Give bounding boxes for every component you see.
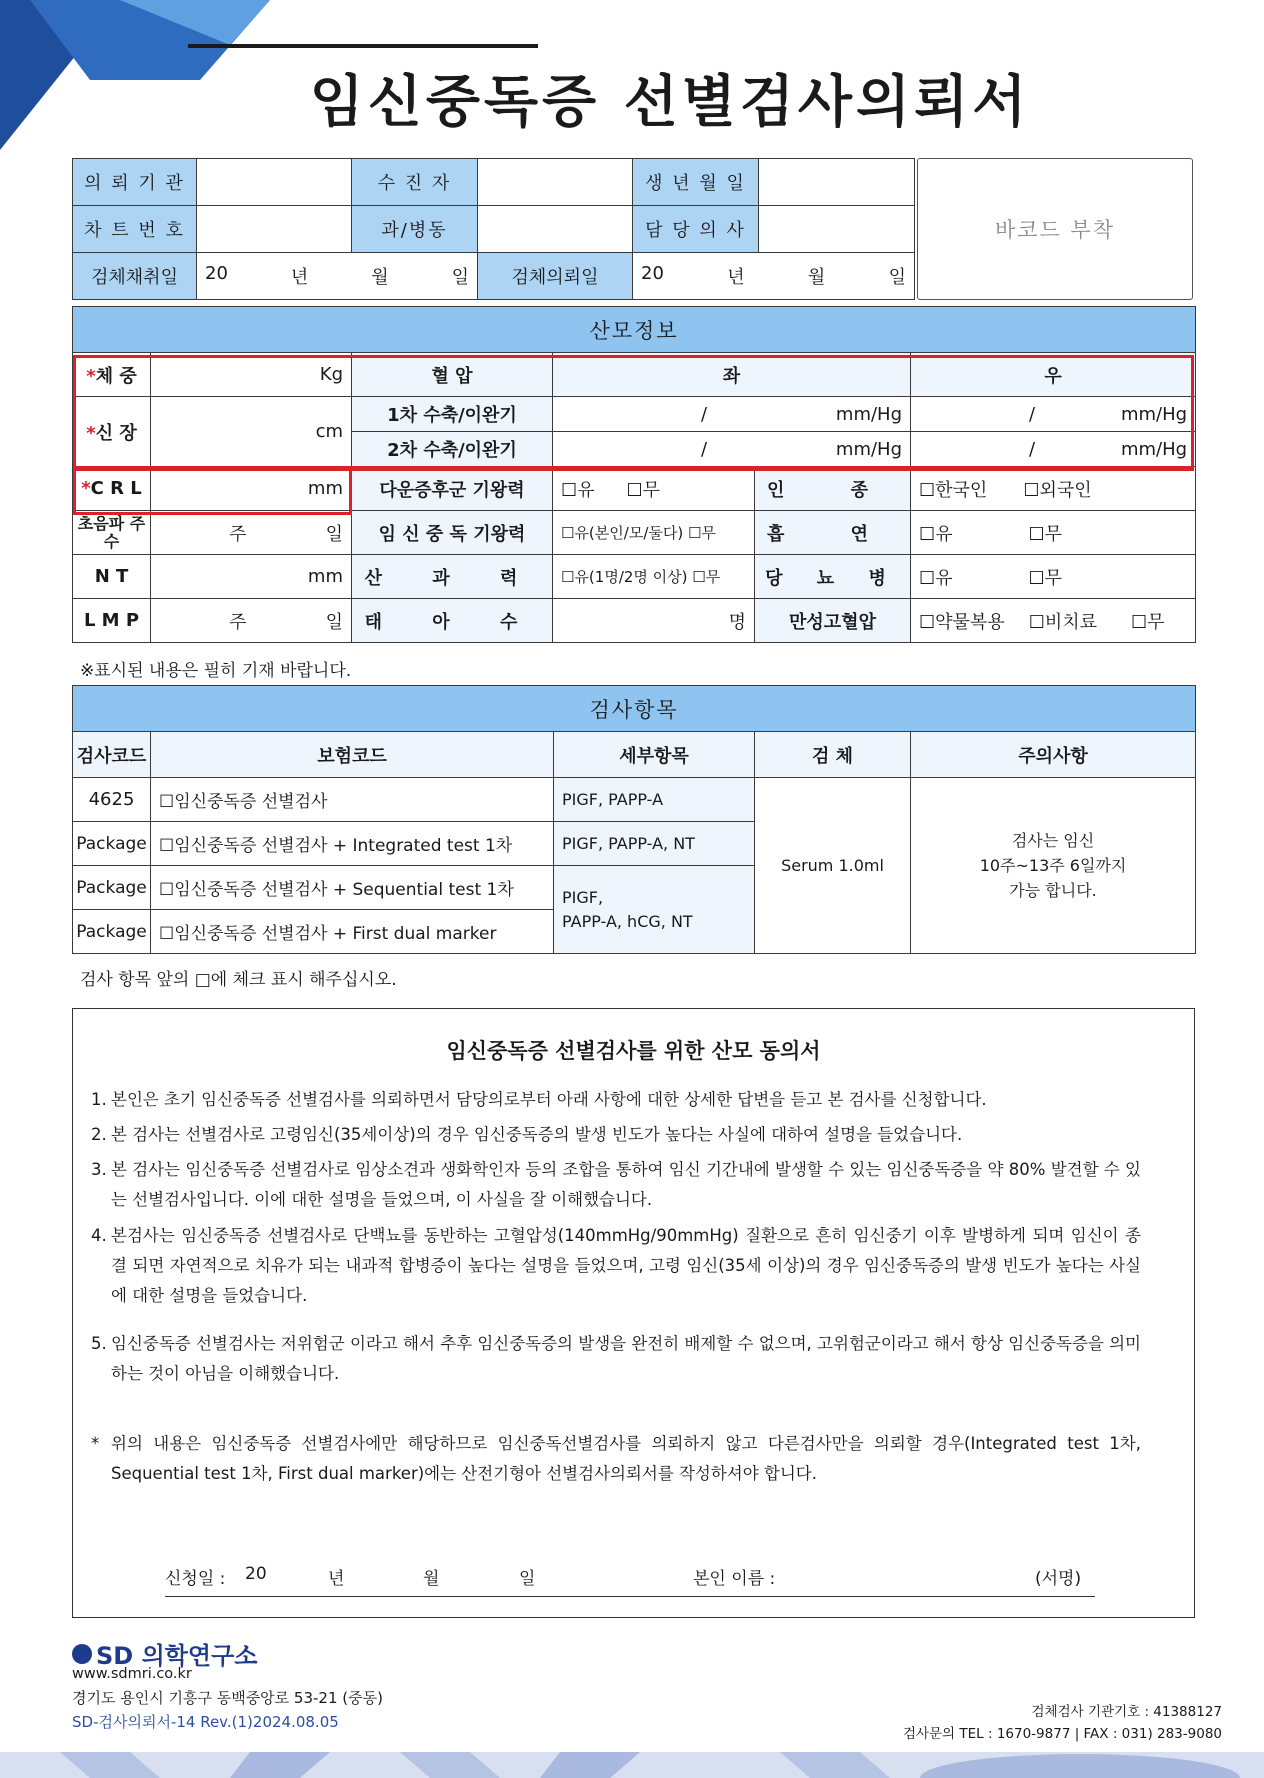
header-insurance-code: 보험코드	[151, 732, 554, 778]
checkbox-no[interactable]: ☐무	[626, 479, 661, 501]
month-unit: 월	[807, 267, 826, 288]
bp2-label: 2차 수축/이완기	[352, 432, 553, 467]
title-bar	[188, 44, 538, 48]
highlight-divider	[350, 468, 1194, 471]
collect-date-field[interactable]	[197, 253, 478, 300]
header-detail: 세부항목	[554, 732, 755, 778]
request-date-field[interactable]	[633, 253, 915, 300]
lmp-label: L M P	[73, 599, 151, 643]
checkbox-medication[interactable]: ☐약물복용	[919, 611, 1005, 633]
patient-field[interactable]	[478, 159, 633, 206]
fetus-field[interactable]: 명	[553, 599, 755, 643]
parity-label: 산 과 력	[352, 555, 553, 599]
checkbox-foreign[interactable]: ☐외국인	[1023, 479, 1092, 501]
required-note: ※표시된 내용은 필히 기재 바랍니다.	[80, 661, 352, 681]
logo-text: SD 의학연구소	[96, 1642, 258, 1670]
address: 경기도 용인시 기흥구 동백중앙로 53-21 (중동)	[72, 1689, 383, 1707]
test-detail: PIGF, PAPP-A	[554, 778, 755, 822]
lmp-field[interactable]: 주 일	[151, 599, 352, 643]
test-code: Package	[73, 910, 151, 954]
specimen-cell: Serum 1.0ml	[755, 778, 911, 954]
month-unit: 월	[371, 267, 389, 288]
bp-left-header: 좌	[553, 353, 911, 397]
test-code: Package	[73, 866, 151, 910]
test-code: Package	[73, 822, 151, 866]
weight-field[interactable]: Kg	[151, 353, 352, 397]
crl-label: *C R L	[73, 467, 151, 511]
bp1-left-field[interactable]: / mm/Hg	[553, 397, 911, 432]
dept-label: 과/병동	[352, 206, 478, 253]
header-caution: 주의사항	[911, 732, 1196, 778]
downs-label: 다운증후군 기왕력	[352, 467, 553, 511]
website-link[interactable]: www.sdmri.co.kr	[72, 1666, 192, 1682]
patient-label: 수 진 자	[352, 159, 478, 206]
test-code: 4625	[73, 778, 151, 822]
year-prefix: 20	[641, 263, 664, 284]
checkbox-no[interactable]: ☐무	[1028, 567, 1063, 589]
day-unit: 일	[519, 1569, 536, 1589]
checkbox-yes[interactable]: ☐유	[919, 523, 953, 545]
name-label: 본인 이름 :	[693, 1569, 776, 1589]
apply-date-label: 신청일 :	[165, 1569, 226, 1589]
ga-label: 초음파 주수	[73, 511, 151, 555]
height-field[interactable]: cm	[151, 397, 352, 467]
doctor-field[interactable]	[759, 206, 915, 253]
bp1-right-field[interactable]: / mm/Hg	[911, 397, 1196, 432]
header-specimen: 검 체	[755, 732, 911, 778]
consent-item: 1. 본인은 초기 임신중독증 선별검사를 의뢰하면서 담당의로부터 아래 사항에 대한 상세한 답변을 듣고 본 검사를 신청합니다.	[91, 1090, 987, 1109]
preeclampsia-history-field[interactable]	[553, 511, 755, 555]
chronic-htn-label: 만성고혈압	[755, 599, 911, 643]
test-option-checkbox[interactable]: ☐임신중독증 선별검사 + Integrated test 1차	[151, 822, 554, 866]
caution-cell: 검사는 임신 10주~13주 6일까지 가능 합니다.	[911, 778, 1196, 954]
checkbox-korean[interactable]: ☐한국인	[919, 479, 988, 501]
checkbox-untreated[interactable]: ☐비치료	[1028, 611, 1098, 633]
form-revision: SD-검사의뢰서-14 Rev.(1)2024.08.05	[72, 1713, 339, 1731]
dept-field[interactable]	[478, 206, 633, 253]
chart-label: 차 트 번 호	[73, 206, 197, 253]
checkbox-yes[interactable]: ☐유	[561, 479, 595, 501]
test-option-checkbox[interactable]: ☐임신중독증 선별검사 + Sequential test 1차	[151, 866, 554, 910]
race-label: 인 종	[755, 467, 911, 511]
bp-label: 혈 압	[352, 353, 553, 397]
checkbox-no[interactable]: ☐무	[687, 524, 716, 542]
smoking-label: 흡 연	[755, 511, 911, 555]
year-prefix: 20	[245, 1564, 267, 1584]
birth-label: 생 년 월 일	[633, 159, 759, 206]
checkbox-no[interactable]: ☐무	[692, 568, 721, 586]
checkbox-yes[interactable]: ☐유(본인/모/둘다)	[561, 524, 684, 542]
test-detail: PIGF, PAPP-A, NT	[554, 822, 755, 866]
check-note: 검사 항목 앞의 □에 체크 표시 해주십시오.	[80, 970, 397, 990]
parity-field[interactable]	[553, 555, 755, 599]
consent-title: 임신중독증 선별검사를 위한 산모 동의서	[446, 1039, 821, 1063]
request-info-table	[72, 158, 915, 300]
crl-field[interactable]: mm	[151, 467, 352, 511]
bp1-label: 1차 수축/이완기	[352, 397, 553, 432]
doctor-label: 담 당 의 사	[633, 206, 759, 253]
signature-line	[165, 1564, 1095, 1597]
test-option-checkbox[interactable]: ☐임신중독증 선별검사	[151, 778, 554, 822]
tests-section-header: 검사항목	[73, 686, 1196, 732]
consent-item: 4. 본검사는 임신중독증 선별검사로 단백뇨를 동반하는 고혈압성(140mmHg/90mmHg) 질환으로 흔히 임신중기 이후 발병하게 되며 임신이 종결 되면 자연적으로 치유가 되는 내과적 합병증이 높다는 설명을 들었으며, 고령 임신(35세 이상)의 경우 임신중독증의 발생 빈도가 높다는 사실에 대한 설명을 들었습니다.	[91, 1226, 1141, 1305]
institution-label: 의 뢰 기 관	[73, 159, 197, 206]
consent-item: 3. 본 검사는 임신중독증 선별검사로 임상소견과 생화학인자 등의 조합을 통하여 임신 기간내에 발생할 수 있는 임신중독증을 약 80% 발견할 수 있는 선별검사입니다. 이에 대한 설명을 들었으며, 이 사실을 잘 이해했습니다.	[91, 1160, 1141, 1209]
ga-field[interactable]: 주 일	[151, 511, 352, 555]
year-unit: 년	[290, 267, 309, 288]
test-option-checkbox[interactable]: ☐임신중독증 선별검사 + First dual marker	[151, 910, 554, 954]
birth-field[interactable]	[759, 159, 915, 206]
diabetes-field[interactable]	[911, 555, 1196, 599]
institution-code: 검체검사 기관기호 : 41388127	[1031, 1704, 1222, 1720]
year-prefix: 20	[205, 263, 228, 284]
year-unit: 년	[727, 267, 745, 288]
barcode-area: 바코드 부착	[917, 158, 1193, 300]
month-unit: 월	[423, 1569, 440, 1589]
institution-field[interactable]	[197, 159, 352, 206]
fetus-label: 태 아 수	[352, 599, 553, 643]
preeclampsia-history-label: 임 신 중 독 기왕력	[352, 511, 553, 555]
consent-note: * 위의 내용은 임신중독증 선별검사에만 해당하므로 임신중독선별검사를 의뢰하지 않고 다른검사만을 의뢰할 경우(Integrated test 1차, Sequential test 1차, First dual marker)에는 산전기형아 선별검사의뢰서를 작성하셔야 합니다.	[91, 1434, 1141, 1483]
diabetes-label: 당 뇨 병	[755, 555, 911, 599]
nt-field[interactable]: mm	[151, 555, 352, 599]
test-items-table	[72, 685, 1196, 954]
request-date-label: 검체의뢰일	[478, 253, 633, 300]
footer-decoration	[0, 1752, 1264, 1778]
race-field[interactable]	[911, 467, 1196, 511]
chronic-htn-field[interactable]	[911, 599, 1196, 643]
maternal-info-table	[72, 306, 1196, 643]
logo-icon	[72, 1644, 92, 1664]
consent-item: 2. 본 검사는 선별검사로 고령임신(35세이상)의 경우 임신중독증의 발생 빈도가 높다는 사실에 대하여 설명을 들었습니다.	[91, 1125, 963, 1144]
checkbox-yes[interactable]: ☐유	[919, 567, 953, 589]
chart-field[interactable]	[197, 206, 352, 253]
checkbox-no[interactable]: ☐무	[1131, 611, 1165, 633]
consent-box	[72, 1008, 1195, 1618]
height-label: *신 장	[73, 397, 151, 467]
nt-label: N T	[73, 555, 151, 599]
page-title: 임신중독증 선별검사의뢰서	[309, 70, 1031, 135]
day-unit: 일	[888, 267, 906, 288]
consent-item: 5. 임신중독증 선별검사는 저위험군 이라고 해서 추후 임신중독증의 발생을 완전히 배제할 수 없으며, 고위험군이라고 해서 항상 임신중독증을 의미하는 것이 아님을 이해했습니다.	[91, 1334, 1141, 1383]
checkbox-yes[interactable]: ☐유(1명/2명 이상)	[561, 568, 688, 586]
maternal-section-header: 산모정보	[73, 307, 1196, 353]
collect-date-label: 검체채취일	[73, 253, 197, 300]
year-unit: 년	[328, 1569, 345, 1589]
day-unit: 일	[451, 267, 469, 288]
checkbox-no[interactable]: ☐무	[1028, 523, 1063, 545]
test-detail: PIGF, PAPP-A, hCG, NT	[554, 866, 755, 954]
bp2-left-field[interactable]: / mm/Hg	[553, 432, 911, 467]
bp2-right-field[interactable]: / mm/Hg	[911, 432, 1196, 467]
weight-label: *체 중	[73, 353, 151, 397]
contact-info: 검사문의 TEL : 1670-9877 | FAX : 031) 283-9080	[902, 1726, 1222, 1742]
sign-label: (서명)	[1035, 1569, 1082, 1589]
smoking-field[interactable]	[911, 511, 1196, 555]
downs-field[interactable]	[553, 467, 755, 511]
header-test-code: 검사코드	[73, 732, 151, 778]
bp-right-header: 우	[911, 353, 1196, 397]
